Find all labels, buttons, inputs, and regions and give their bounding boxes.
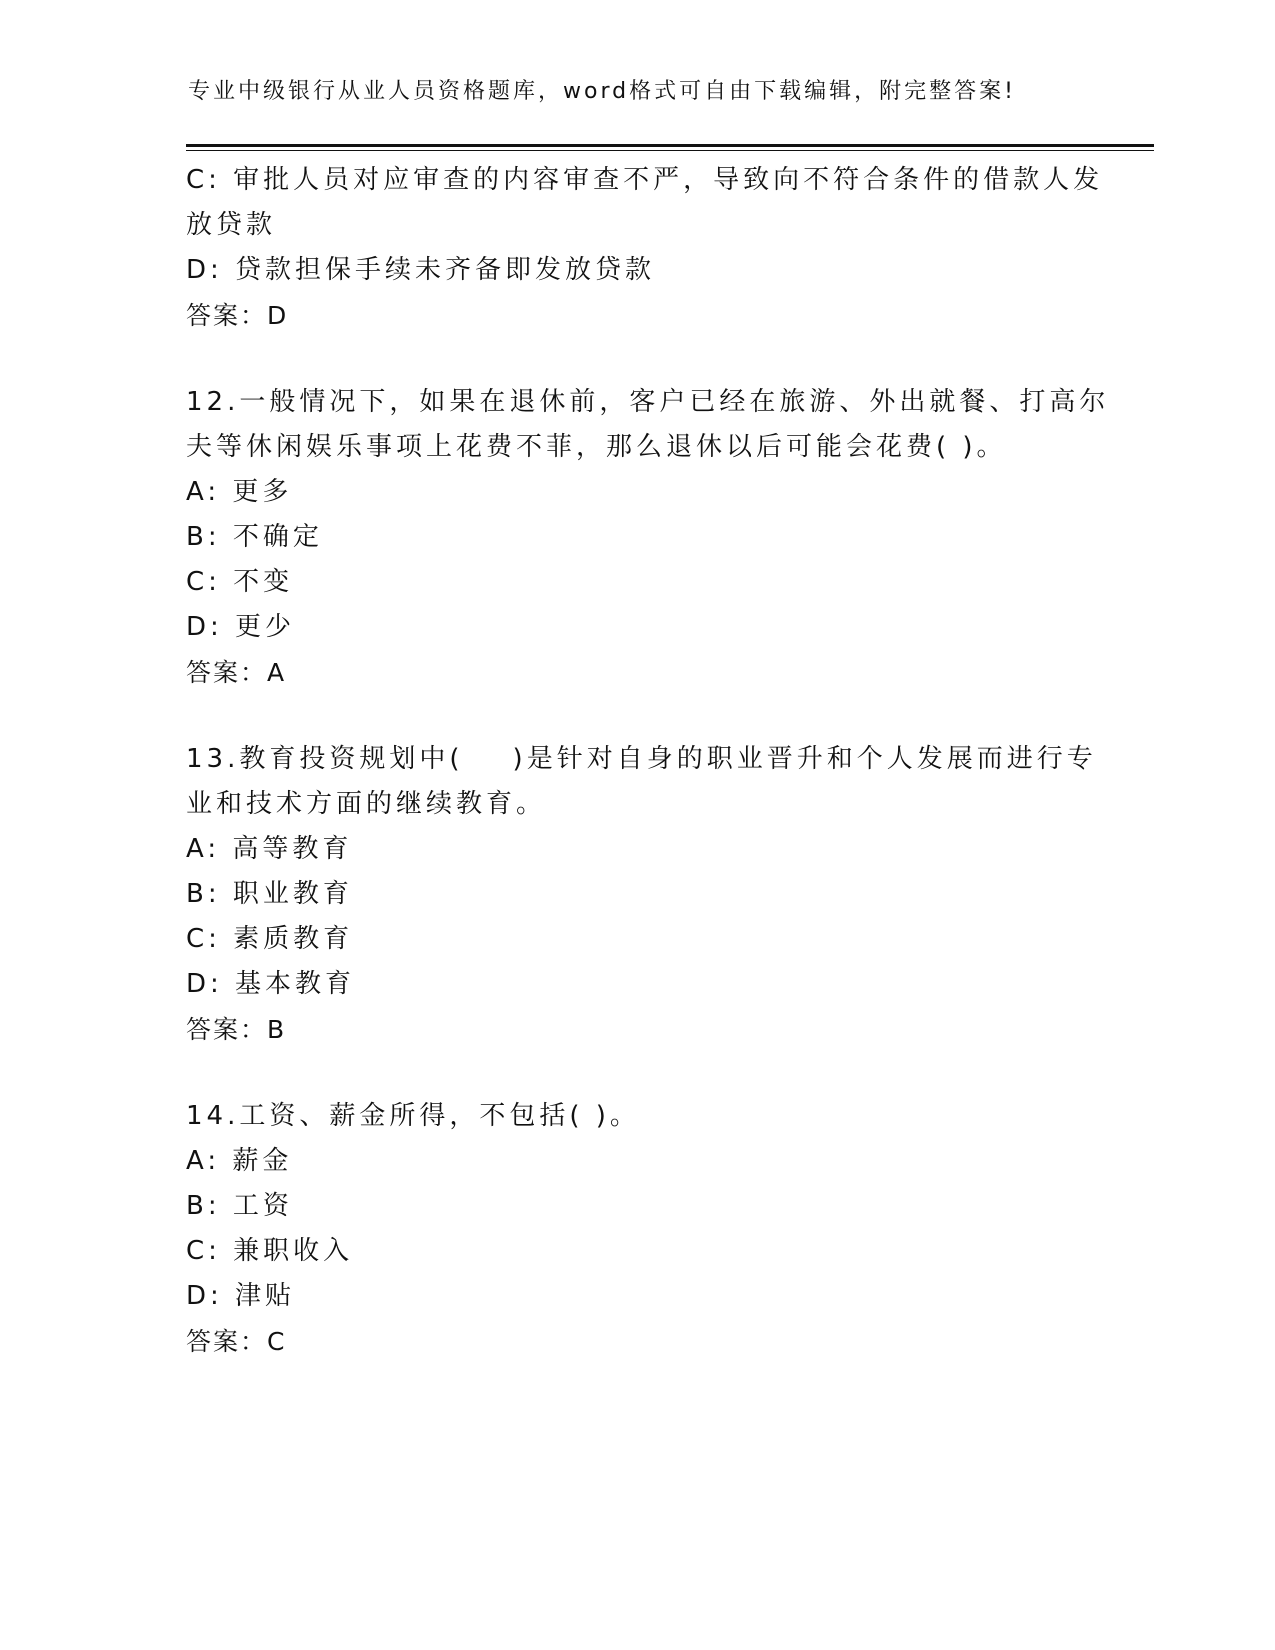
option-line: D: 贷款担保手续未齐备即发放贷款 (186, 255, 656, 285)
question-stem: 14.工资、薪金所得，不包括( )。 (186, 1101, 640, 1131)
page-header: 专业中级银行从业人员资格题库，word格式可自由下载编辑，附完整答案! (188, 79, 1016, 104)
option-line: C: 审批人员对应审查的内容审查不严，导致向不符合条件的借款人发 (186, 165, 1104, 195)
option-d: D: 更少 (186, 612, 296, 642)
previous-question-tail (186, 158, 1104, 338)
option-line-continued: 放贷款 (186, 210, 277, 240)
question-stem-continued: 业和技术方面的继续教育。 (186, 789, 547, 819)
option-b: B: 职业教育 (186, 879, 353, 909)
answer-line: 答案：A (186, 658, 287, 687)
header-rule-thick (186, 144, 1154, 147)
option-b: B: 不确定 (186, 522, 323, 552)
answer-line: 答案：C (186, 1327, 287, 1356)
question-13 (186, 737, 1097, 1052)
option-d: D: 津贴 (186, 1281, 296, 1311)
question-stem-continued: 夫等休闲娱乐事项上花费不菲，那么退休以后可能会花费( )。 (186, 432, 1007, 462)
header-rule-thin (186, 150, 1154, 151)
option-c: C: 不变 (186, 567, 294, 597)
answer-line: 答案：B (186, 1015, 287, 1044)
question-stem: 13.教育投资规划中( )是针对自身的职业晋升和个人发展而进行专 (186, 744, 1097, 774)
question-14 (186, 1094, 1086, 1364)
option-a: A: 薪金 (186, 1146, 293, 1176)
option-d: D: 基本教育 (186, 969, 356, 999)
question-stem: 12.一般情况下，如果在退休前，客户已经在旅游、外出就餐、打高尔 (186, 387, 1110, 417)
option-c: C: 素质教育 (186, 924, 354, 954)
document-body (186, 158, 1110, 1364)
option-c: C: 兼职收入 (186, 1236, 354, 1266)
question-12 (186, 380, 1110, 695)
option-a: A: 更多 (186, 477, 293, 507)
answer-line: 答案：D (186, 301, 289, 330)
option-a: A: 高等教育 (186, 834, 353, 864)
option-b: B: 工资 (186, 1191, 293, 1221)
